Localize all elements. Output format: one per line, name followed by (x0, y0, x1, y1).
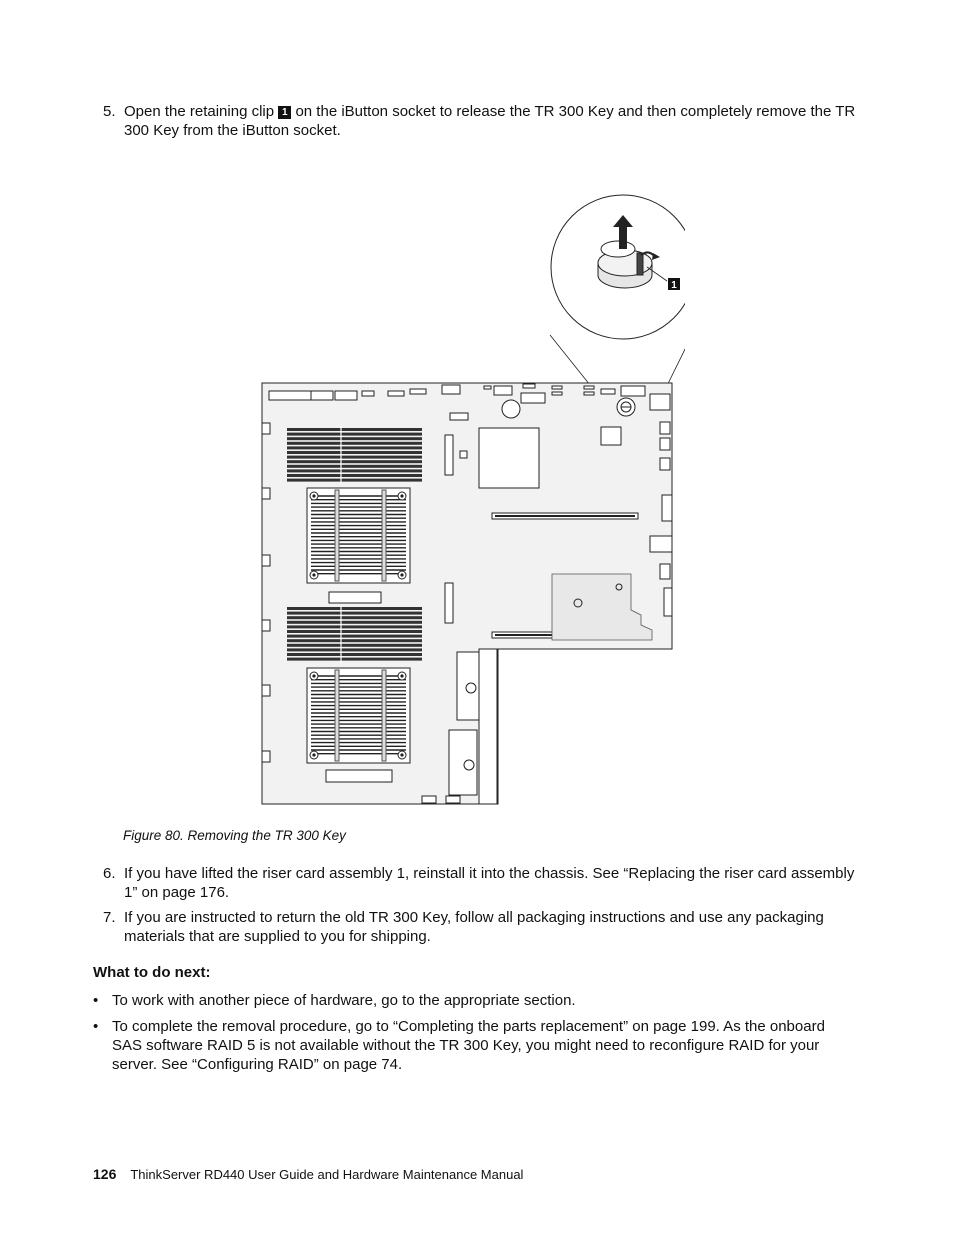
callout-badge: 1 (278, 106, 291, 119)
heatsink-top (307, 488, 410, 583)
step-6 (103, 864, 863, 902)
page-number: 126 (93, 1166, 117, 1182)
section-heading: What to do next: (93, 964, 211, 981)
step-text: If you are instructed to return the old TR 300 Key, follow all packaging instructions and use any packaging materials that are supplied to you for shipping. (124, 909, 824, 945)
figure-caption: Figure 80. Removing the TR 300 Key (123, 828, 346, 843)
bullet-item (93, 991, 853, 1010)
step-number: 7. (103, 909, 116, 926)
step-7 (103, 908, 863, 946)
manual-title: ThinkServer RD440 User Guide and Hardware Maintenance Manual (130, 1167, 524, 1182)
bullet-text: To complete the removal procedure, go to “Completing the parts replacement” on page 199. As the onboard SAS software RAID 5 is not available without the TR 300 Key, you might need to reconfigure RAID for your server. See “Configuring RAID” on page 74. (112, 1018, 825, 1073)
step-text: Open the retaining clip 1 on the iButton socket to release the TR 300 Key and then completely remove the TR 300 Key from the iButton socket. (124, 103, 856, 139)
tr300-key-removal-figure (255, 185, 685, 810)
page-footer (93, 1166, 523, 1182)
step-number: 5. (103, 103, 116, 120)
step-5 (103, 102, 863, 140)
bullet-dot: • (93, 1018, 99, 1035)
heatsink-bottom (307, 668, 410, 763)
step-text: If you have lifted the riser card assembly 1, reinstall it into the chassis. See “Replacing the riser card assembly 1” on page 176. (124, 865, 855, 901)
step-number: 6. (103, 865, 116, 882)
figure-callout: 1 (671, 280, 677, 291)
bullet-dot: • (93, 992, 99, 1009)
bullet-text: To work with another piece of hardware, go to the appropriate section. (112, 992, 576, 1009)
bullet-item (93, 1017, 853, 1074)
